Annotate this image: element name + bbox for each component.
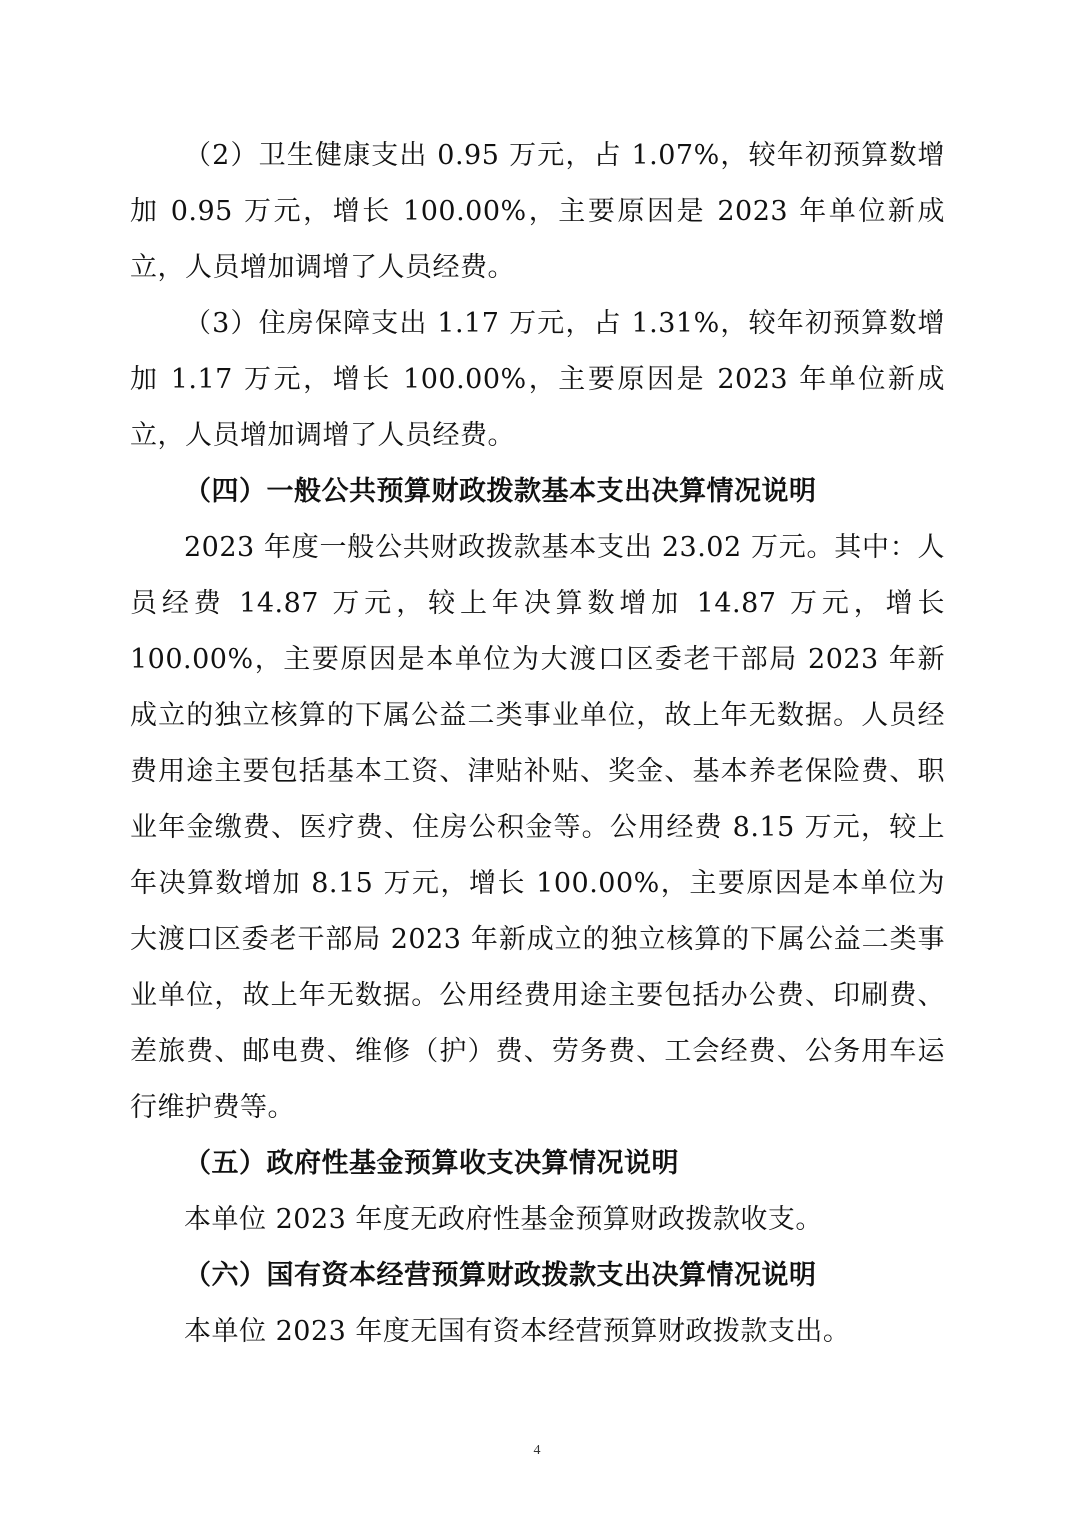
paragraph-basic-expenditure: 2023 年度一般公共财政拨款基本支出 23.02 万元。其中：人员经费 14.87 万元，较上年决算数增加 14.87 万元，增长 100.00%，主要原因是本单位为大渡口区委老干部局 2023 年新成立的独立核算的下属公益二类事业单位，故上年无数据。人员经费用途主要包括基本工资、津贴补贴、奖金、基本养老保险费、职业年金缴费、医疗费、住房公积金等。公用经费 8.15 万元，较上年决算数增加 8.15 万元，增长 100.00%，主要原因是本单位为大渡口区委老干部局 2023 年新成立的独立核算的下属公益二类事业单位，故上年无数据。公用经费用途主要包括办公费、印刷费、差旅费、邮电费、维修（护）费、劳务费、工会经费、公务用车运行维护费等。 — [130, 532, 945, 1123]
paragraph-housing-expenditure: （3）住房保障支出 1.17 万元，占 1.31%，较年初预算数增加 1.17 万元，增长 100.00%，主要原因是 2023 年单位新成立，人员增加调增了人员经费。 — [130, 308, 945, 451]
paragraph-health-expenditure: （2）卫生健康支出 0.95 万元，占 1.07%，较年初预算数增加 0.95 万元，增长 100.00%，主要原因是 2023 年单位新成立，人员增加调增了人员经费。 — [130, 140, 945, 283]
paragraph-government-fund: 本单位 2023 年度无政府性基金预算财政拨款收支。 — [184, 1204, 823, 1235]
section-heading-government-fund: （五）政府性基金预算收支决算情况说明 — [184, 1148, 679, 1179]
page-number: 4 — [533, 1443, 541, 1458]
section-heading-state-capital: （六）国有资本经营预算财政拨款支出决算情况说明 — [184, 1260, 817, 1291]
paragraph-state-capital: 本单位 2023 年度无国有资本经营预算财政拨款支出。 — [184, 1316, 851, 1347]
section-heading-basic-expenditure: （四）一般公共预算财政拨款基本支出决算情况说明 — [184, 476, 817, 507]
document-body — [130, 128, 945, 1360]
